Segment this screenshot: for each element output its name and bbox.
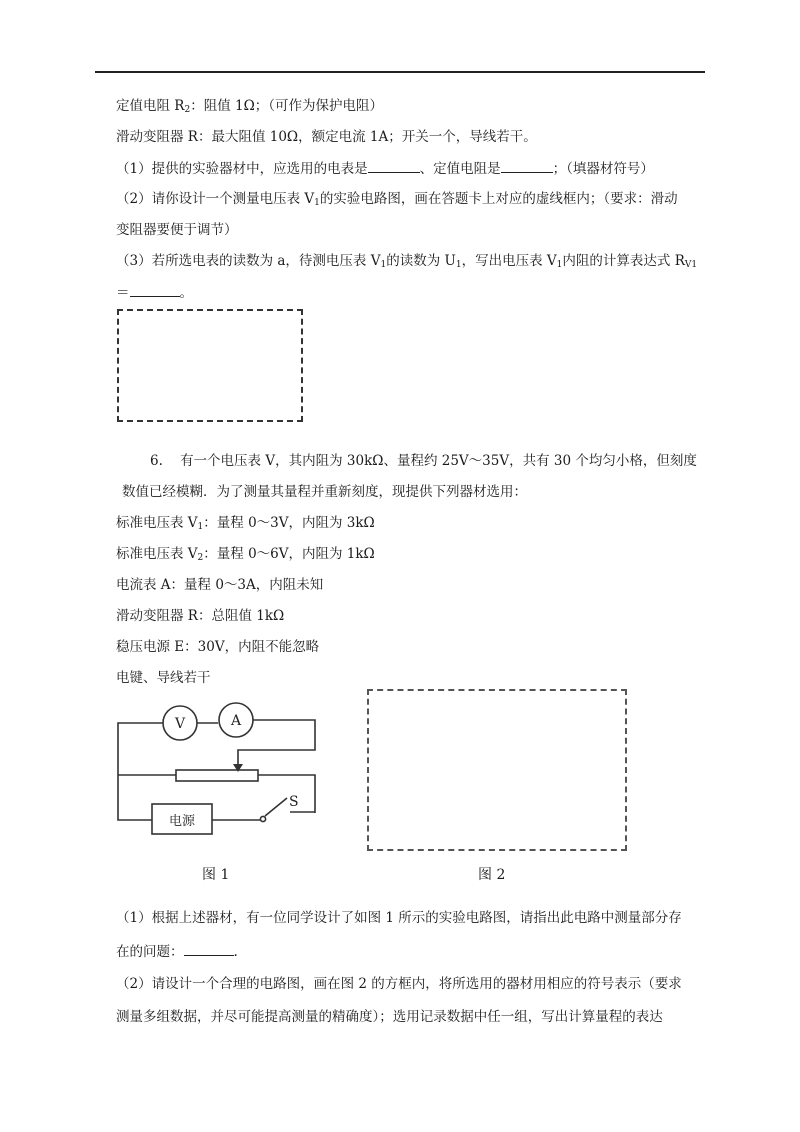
- header-rule: [95, 71, 705, 73]
- question-6-2: （2）请设计一个合理的电路图，画在图 2 的方框内，将所选用的器材用相应的符号表示（要求: [116, 976, 682, 992]
- voltmeter-label: V: [174, 716, 186, 732]
- switch-blade: [265, 798, 287, 816]
- question-5-2: （2）请你设计一个测量电压表 $V_1$的实验电路图，画在答题卡上对应的虚线框内；（要求：滑动: [116, 191, 678, 208]
- answer-box-5[interactable]: [117, 309, 303, 422]
- question-6-1-cont: 在的问题： .: [116, 941, 238, 962]
- answer-blank[interactable]: [501, 158, 553, 173]
- power-source-label: 电源: [168, 814, 196, 829]
- question-5-1: （1）提供的实验器材中，应选用的电表是 、定值电阻是 ；（填器材符号）: [116, 158, 654, 179]
- answer-blank[interactable]: [184, 941, 234, 956]
- question-5-3: （3）若所选电表的读数为 a，待测电压表 $V_1$的读数为 $U_1$，写出电压表 $V_1$内阻的计算表达式 $R_{V1}$: [116, 253, 698, 270]
- question-6-1: （1）根据上述器材，有一位同学设计了如图 1 所示的实验电路图，请指出此电路中测量部分存: [116, 910, 682, 926]
- answer-blank[interactable]: [368, 158, 420, 173]
- equipment-item: 稳压电源 E：30V，内阻不能忽略: [116, 639, 320, 655]
- wire: [238, 720, 315, 766]
- switch-contact: [260, 816, 265, 821]
- question-6-2-cont: 测量多组数据，并尽可能提高测量的精确度）；选用记录数据中任一组，写出计算量程的表达: [116, 1009, 663, 1025]
- line-fixed-resistor: 定值电阻 $R_2$：阻值 1Ω；（可作为保护电阻）: [116, 98, 384, 115]
- figure-2-caption: 图 2: [478, 867, 506, 883]
- line-rheostat: 滑动变阻器 R：最大阻值 10Ω，额定电流 1A；开关一个，导线若干。: [116, 129, 537, 145]
- question-5-2-cont: 变阻器要便于调节）: [116, 222, 238, 238]
- equipment-item: 电键、导线若干: [116, 670, 211, 686]
- equipment-item: 滑动变阻器 R：总阻值 1kΩ: [116, 608, 285, 624]
- equipment-item: 标准电压表 $V_2$：量程 0～6V，内阻为 1kΩ: [116, 546, 375, 563]
- wire: [258, 775, 315, 813]
- figure-1-caption: 图 1: [202, 867, 230, 883]
- equipment-item: 标准电压表 $V_1$：量程 0～3V，内阻为 3kΩ: [116, 515, 375, 532]
- rheostat-symbol: [176, 770, 258, 781]
- ammeter-label: A: [230, 713, 242, 729]
- equipment-item: 电流表 A：量程 0～3A，内阻未知: [116, 577, 324, 593]
- question-6-intro: 6. 有一个电压表 V，其内阻为 30kΩ、量程约 25V～35V，共有 30 个均匀小格，但刻度: [150, 453, 697, 469]
- wire: [118, 775, 152, 820]
- question-6-intro-cont: 数值已经模糊．为了测量其量程并重新刻度，现提供下列器材选用：: [122, 484, 527, 500]
- figure-2-answer-box[interactable]: [367, 689, 627, 851]
- answer-blank[interactable]: [130, 282, 180, 297]
- figure-1-circuit: [110, 700, 330, 842]
- question-5-3-cont: ＝ 。: [116, 282, 193, 303]
- wire: [118, 723, 163, 775]
- switch-label: S: [289, 794, 299, 810]
